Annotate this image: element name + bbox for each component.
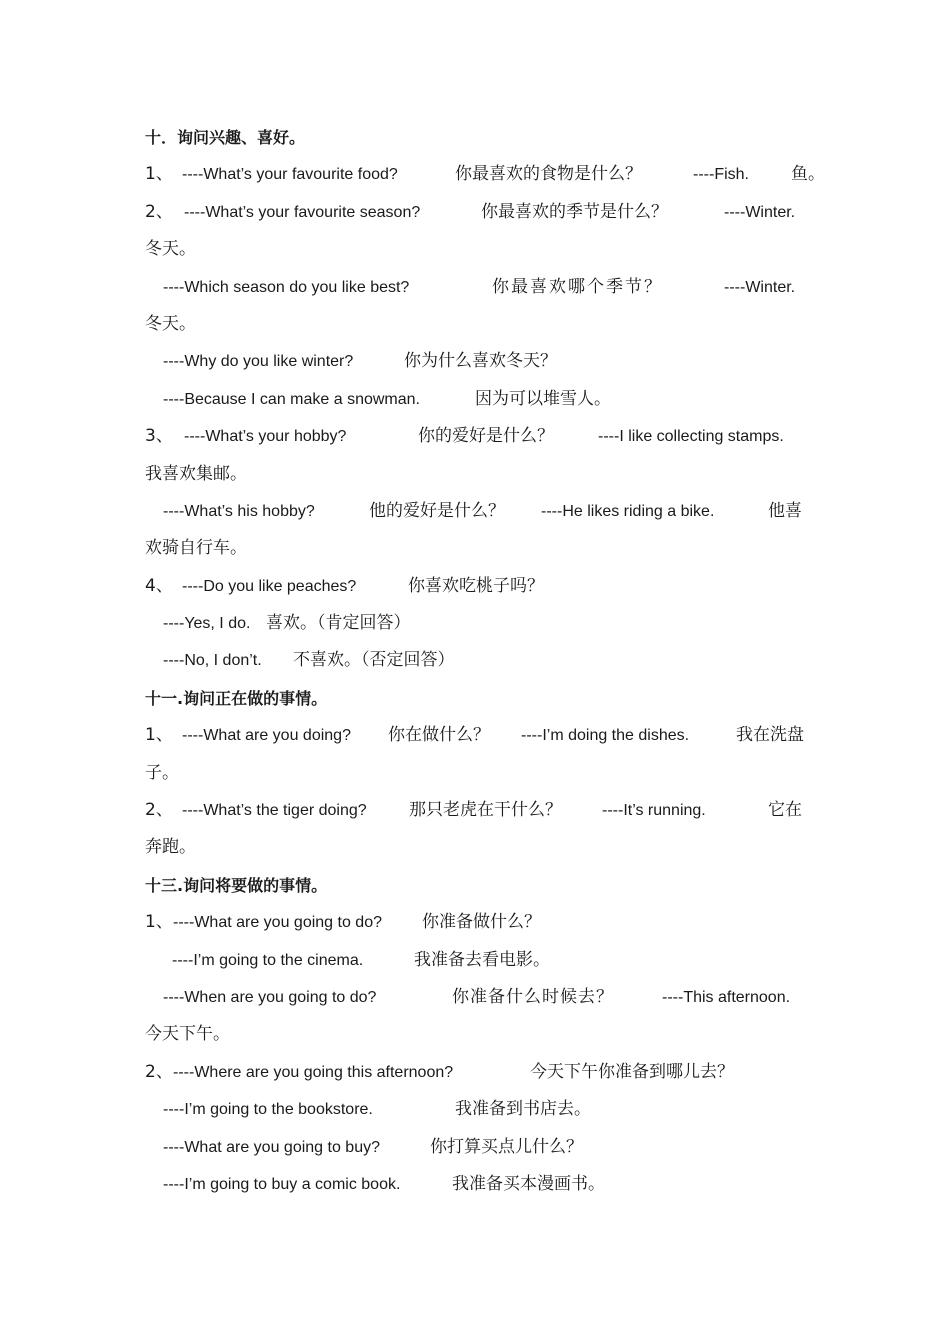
answer-en: ----I’m doing the dishes. — [521, 727, 690, 745]
answer-cn: 我准备买本漫画书。 — [452, 1173, 605, 1194]
heading-text: 十三.询问将要做的事情。 — [145, 875, 328, 895]
qa-line-wrap — [145, 829, 810, 866]
answer-cn: 我准备去看电影。 — [414, 949, 550, 970]
answer-en: ----I’m going to the cinema. — [172, 951, 364, 969]
question-cn: 你准备做什么？ — [422, 912, 541, 933]
section-heading-10 — [145, 119, 810, 156]
question-en: ----Which season do you like best? — [163, 278, 410, 296]
qa-line — [145, 269, 810, 306]
question-cn: 你喜欢吃桃子吗？ — [408, 575, 544, 596]
qa-line — [145, 1054, 810, 1091]
qa-line — [145, 717, 810, 754]
document-page — [145, 119, 825, 1203]
answer-cn: 冬天。 — [145, 239, 196, 260]
heading-text: 十一.询问正在做的事情。 — [145, 688, 328, 708]
question-cn: 你最喜欢的食物是什么？ — [455, 164, 642, 185]
answer-cn: 不喜欢。（否定回答） — [293, 650, 455, 671]
item-number: 2、 — [145, 201, 173, 222]
question-en: ----What’s your favourite season? — [184, 203, 421, 221]
qa-line — [145, 605, 810, 642]
question-cn: 你为什么喜欢冬天？ — [404, 351, 557, 372]
answer-cn: 鱼。 — [791, 164, 825, 185]
question-cn: 你的爱好是什么？ — [418, 426, 554, 447]
qa-line — [145, 942, 810, 979]
section-heading-11 — [145, 680, 810, 717]
question-en: ----Because I can make a snowman. — [163, 390, 420, 408]
qa-line-wrap — [145, 231, 810, 268]
answer-cn: 今天下午。 — [145, 1024, 230, 1045]
question-cn: 你打算买点儿什么？ — [430, 1136, 583, 1157]
section-heading-13 — [145, 867, 810, 904]
question-cn: 今天下午你准备到哪儿去？ — [530, 1061, 734, 1082]
item-number: 2、 — [145, 800, 173, 821]
item-number: 1、 — [145, 725, 173, 746]
item-number: 2、 — [145, 1061, 173, 1082]
qa-line — [145, 792, 810, 829]
qa-line — [145, 156, 825, 193]
question-en: ----Where are you going this afternoon? — [173, 1063, 454, 1081]
answer-cn-cont: 欢骑自行车。 — [145, 538, 247, 559]
qa-line-wrap — [145, 306, 810, 343]
answer-cn: 喜欢。（肯定回答） — [266, 613, 411, 634]
qa-line — [145, 493, 810, 530]
answer-en: ----It’s running. — [602, 802, 706, 820]
answer-cn: 我喜欢集邮。 — [145, 463, 247, 484]
answer-en: ----This afternoon. — [662, 988, 791, 1006]
answer-cn: 我准备到书店去。 — [455, 1099, 591, 1120]
question-cn: 因为可以堆雪人。 — [475, 388, 611, 409]
qa-line-wrap — [145, 1016, 810, 1053]
question-cn: 你在做什么？ — [388, 725, 490, 746]
question-en: ----When are you going to do? — [163, 988, 377, 1006]
item-number: 1、 — [145, 164, 173, 185]
question-en: ----What are you going to do? — [173, 914, 382, 932]
qa-line — [145, 642, 810, 679]
item-number: 3、 — [145, 426, 173, 447]
answer-cn-cont: 子。 — [145, 762, 179, 783]
qa-line-wrap — [145, 530, 810, 567]
question-en: ----Why do you like winter? — [163, 353, 354, 371]
question-en: ----What’s your hobby? — [184, 428, 347, 446]
qa-line — [145, 1129, 810, 1166]
answer-en: ----Fish. — [693, 166, 749, 184]
question-cn: 你准备什么时候去？ — [452, 986, 614, 1007]
qa-line — [145, 904, 810, 941]
answer-en: ----I’m going to buy a comic book. — [163, 1175, 401, 1193]
question-en: ----What’s the tiger doing? — [182, 802, 367, 820]
answer-en: ----Yes, I do. — [163, 615, 251, 633]
question-cn: 你最喜欢的季节是什么？ — [481, 201, 668, 222]
answer-en: ----I like collecting stamps. — [598, 428, 784, 446]
answer-cn: 冬天。 — [145, 313, 196, 334]
question-en: ----What are you going to buy? — [163, 1138, 380, 1156]
answer-en: ----No, I don’t. — [163, 652, 262, 670]
qa-line-wrap — [145, 456, 810, 493]
qa-line — [145, 343, 810, 380]
qa-line — [145, 979, 810, 1016]
qa-line — [145, 418, 810, 455]
item-number: 1、 — [145, 912, 173, 933]
qa-line — [145, 1091, 810, 1128]
answer-cn: 它在 — [768, 800, 802, 821]
qa-line-wrap — [145, 755, 810, 792]
question-en: ----Do you like peaches? — [182, 577, 357, 595]
qa-line — [145, 1166, 810, 1203]
answer-en: ----Winter. — [724, 278, 796, 296]
answer-en: ----Winter. — [724, 203, 796, 221]
qa-line — [145, 381, 810, 418]
answer-en: ----I’m going to the bookstore. — [163, 1101, 373, 1119]
item-number: 4、 — [145, 575, 173, 596]
question-en: ----What’s his hobby? — [163, 502, 315, 520]
question-cn: 你最喜欢哪个季节？ — [492, 276, 663, 297]
question-en: ----What are you doing? — [182, 727, 351, 745]
question-en: ----What’s your favourite food? — [182, 166, 398, 184]
qa-line — [145, 194, 810, 231]
answer-cn: 我在洗盘 — [736, 725, 804, 746]
question-cn: 他的爱好是什么？ — [369, 500, 505, 521]
answer-en: ----He likes riding a bike. — [541, 502, 715, 520]
qa-line — [145, 568, 810, 605]
question-cn: 那只老虎在干什么？ — [409, 800, 562, 821]
answer-cn-cont: 奔跑。 — [145, 837, 196, 858]
answer-cn: 他喜 — [768, 500, 802, 521]
heading-text: 十．询问兴趣、喜好。 — [145, 128, 306, 147]
